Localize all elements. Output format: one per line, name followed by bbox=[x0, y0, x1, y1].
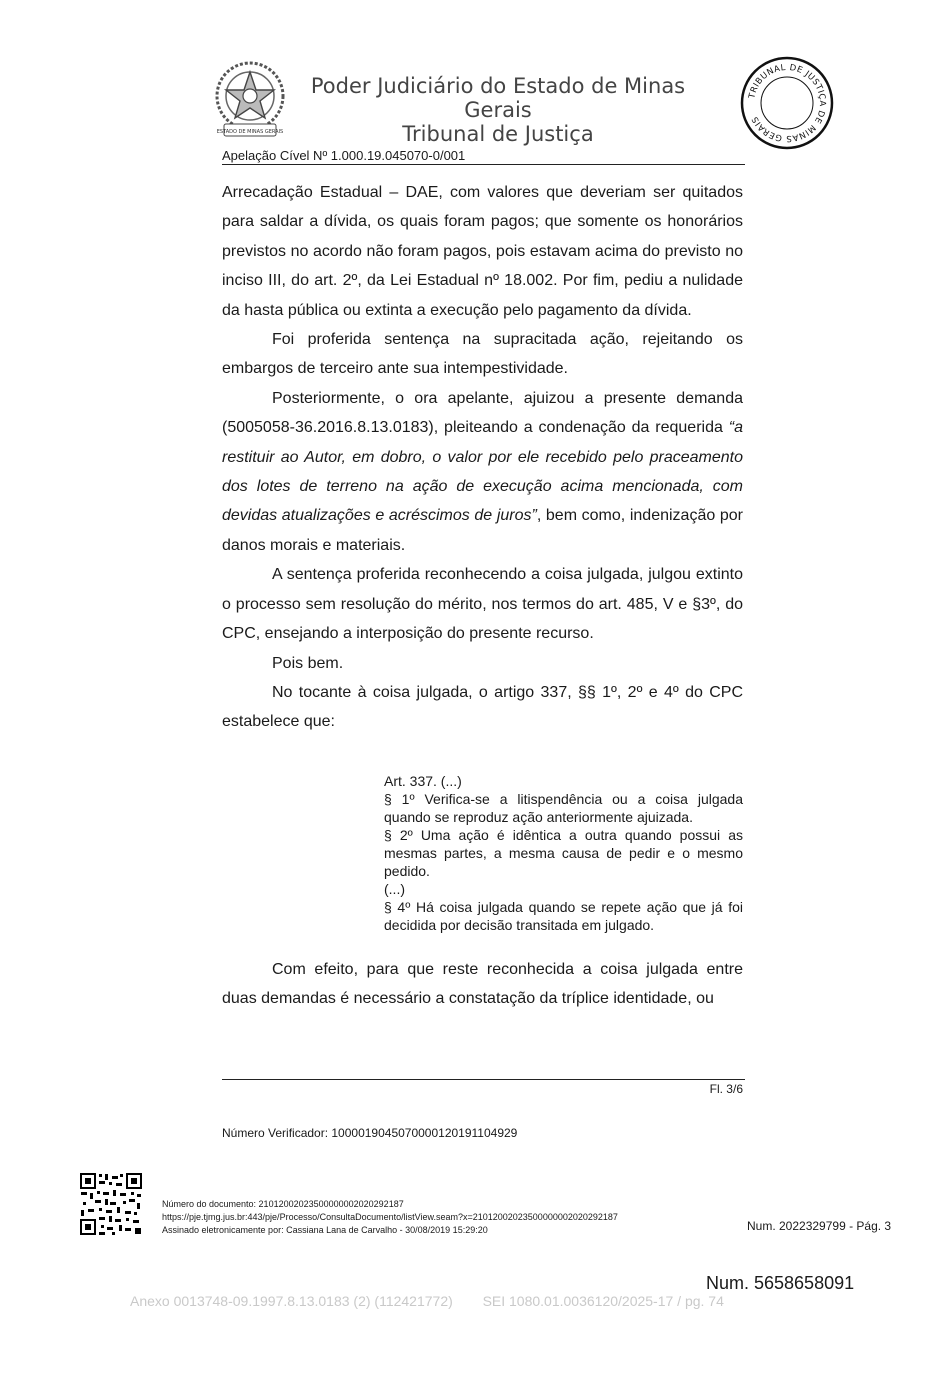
qr-code bbox=[79, 1172, 143, 1236]
paragraph-3 bbox=[222, 384, 743, 560]
court-seal-stamp bbox=[739, 55, 835, 151]
sei-reference: SEI 1080.01.0036120/2025-17 / pg. 74 bbox=[482, 1293, 724, 1309]
footer-divider bbox=[222, 1079, 745, 1080]
paragraph-3-tail: , bem como, indenização por danos morais e materiais. bbox=[222, 507, 743, 554]
quote-line: Art. 337. (...) bbox=[384, 773, 462, 789]
seal-text: TRIBUNAL DE JUSTIÇA DE MINAS GERAIS bbox=[747, 62, 828, 144]
document-number: Número do documento: 21012002023500000002020292187 bbox=[162, 1199, 404, 1209]
coat-caption: ESTADO DE MINAS GERAIS bbox=[216, 129, 284, 135]
header-line-1: Poder Judiciário do Estado de Minas Gerais bbox=[310, 74, 686, 122]
annex-reference: Anexo 0013748-09.1997.8.13.0183 (2) (112421772) bbox=[130, 1293, 453, 1309]
legal-quote bbox=[384, 772, 743, 934]
paragraph-2: Foi proferida sentença na supracitada ação, rejeitando os embargos de terceiro ante sua intempestividade. bbox=[222, 331, 743, 378]
paragraph-3-quote: “a restituir ao Autor, em dobro, o valor por ele recebido pelo praceamento dos lotes de terreno na ação de execução acima mencionada, com devidas atualizações e acréscimos de juros” bbox=[222, 419, 743, 525]
court-header bbox=[298, 74, 698, 146]
signature-info bbox=[162, 1198, 618, 1237]
paragraph-7: Com efeito, para que reste reconhecida a coisa julgada entre duas demandas é necessário a constatação da tríplice identidade, ou bbox=[222, 961, 743, 1008]
page-folio: Fl. 3/6 bbox=[709, 1082, 743, 1096]
num-document: Num. 5658658091 bbox=[706, 1273, 855, 1293]
closing-body bbox=[222, 955, 743, 1014]
header-divider bbox=[222, 164, 745, 165]
quote-line: § 4º Há coisa julgada quando se repete ação que já foi decidida por decisão transitada em julgado. bbox=[384, 899, 743, 933]
num-page: Num. 2022329799 - Pág. 3 bbox=[747, 1219, 892, 1233]
svg-text:TRIBUNAL DE JUSTIÇA DE MINAS G bbox=[747, 63, 827, 143]
quote-line: (...) bbox=[384, 881, 405, 897]
header-line-2: Tribunal de Justiça bbox=[402, 122, 594, 146]
paragraph-4: A sentença proferida reconhecendo a coisa julgada, julgou extinto o processo sem resolução do mérito, nos termos do art. 485, V e §3º, do CPC, ensejando a interposição do presente recurso. bbox=[222, 566, 743, 643]
quote-line: § 1º Verifica-se a litispendência ou a coisa julgada quando se reproduz ação anteriormente ajuizada. bbox=[384, 791, 743, 825]
document-body bbox=[222, 178, 743, 737]
paragraph-3-lead: Posteriormente, o ora apelante, ajuizou a presente demanda (5005058-36.2016.8.13.0183), pleiteando a condenação da requerida bbox=[222, 389, 743, 437]
document-url[interactable]: https://pje.tjmg.jus.br:443/pje/Processo/ConsultaDocumento/listView.seam?x=21012002023500000002020292187 bbox=[162, 1212, 618, 1222]
verifier-number: Número Verificador: 1000019045070000120191104929 bbox=[222, 1126, 518, 1140]
signed-by: Assinado eletronicamente por: Cassiana Lana de Carvalho - 30/08/2019 15:29:20 bbox=[162, 1225, 488, 1235]
paragraph-5: Pois bem. bbox=[272, 654, 344, 672]
quote-line: § 2º Uma ação é idêntica a outra quando possui as mesmas partes, a mesma causa de pedir e o mesmo pedido. bbox=[384, 827, 743, 879]
annex-watermark bbox=[130, 1293, 724, 1309]
paragraph-1: Arrecadação Estadual – DAE, com valores que deveriam ser quitados para saldar a dívida, os quais foram pagos; que somente os honorários previstos no acordo não foram pagos, pois estavam acima do previsto no inciso III, do art. 2º, da Lei Estadual nº 18.002. Por fim, pediu a nulidade da hasta pública ou extinta a execução pelo pagamento da dívida. bbox=[222, 184, 743, 319]
case-number: Apelação Cível Nº 1.000.19.045070-0/001 bbox=[222, 148, 466, 163]
paragraph-6: No tocante à coisa julgada, o artigo 337, §§ 1º, 2º e 4º do CPC estabelece que: bbox=[222, 683, 743, 731]
coat-of-arms-logo bbox=[210, 58, 290, 142]
